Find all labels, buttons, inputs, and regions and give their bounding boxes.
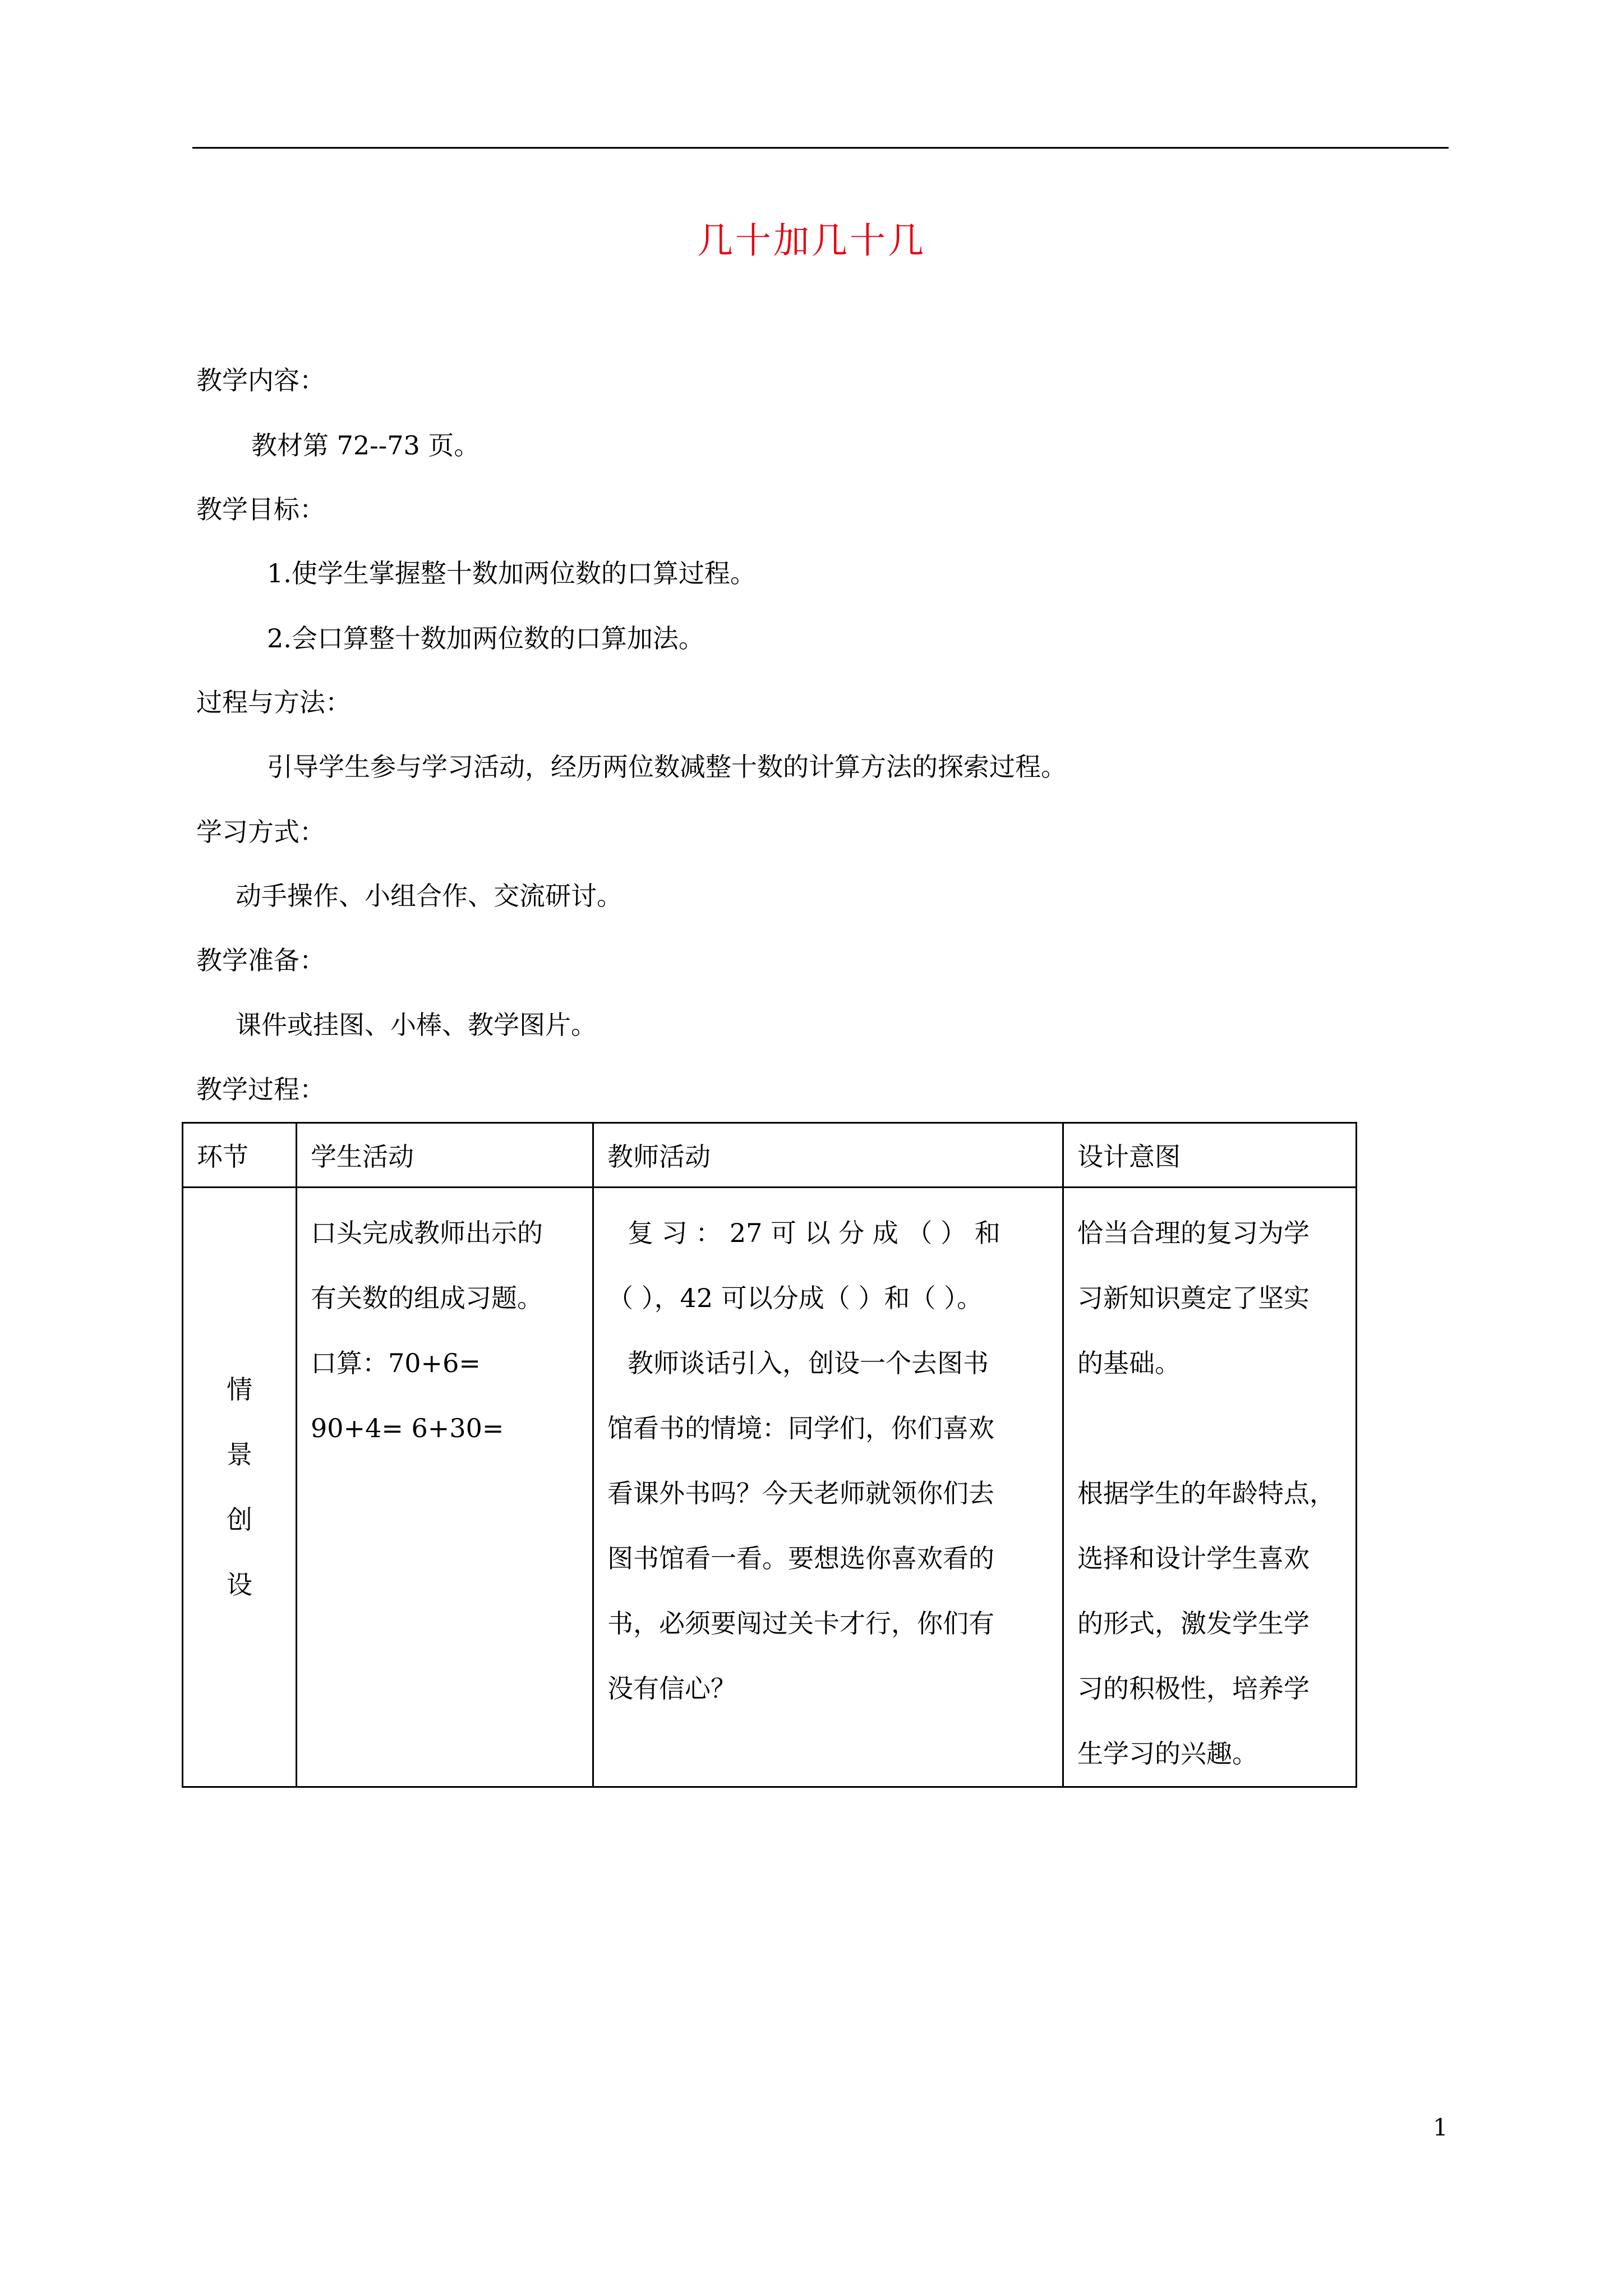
cell-line: 口算：70+6= [311,1348,481,1378]
teacher-activity-cell [593,1188,1063,1787]
page-number: 1 [1433,2114,1448,2141]
header-student-activity: 学生活动 [297,1123,593,1188]
cell-line: 没有信心？ [607,1673,736,1704]
header-rule [192,147,1449,149]
cell-line: 的基础。 [1077,1348,1181,1378]
cell-line: 书，必须要闯过关卡才行，你们有 [607,1608,994,1639]
cell-line: 恰当合理的复习为学 [1077,1218,1310,1248]
section-heading-objectives: 教学目标： [196,494,325,524]
stage-char: 创 [227,1504,252,1535]
cell-line: 生学习的兴趣。 [1077,1738,1258,1769]
cell-line [1077,1396,1342,1461]
teaching-process-table [182,1122,1357,1788]
cell-line: 教师谈话引入，创设一个去图书 [628,1348,989,1378]
cell-line: 的形式，激发学生学 [1077,1608,1310,1639]
cell-line: 复 习 ： 27 可 以 分 成 （ ） 和 [628,1218,1000,1248]
section-line: 1.使学生掌握整十数加两位数的口算过程。 [267,558,756,588]
cell-line: 图书馆看一看。要想选你喜欢看的 [607,1543,994,1573]
section-line: 引导学生参与学习活动，经历两位数减整十数的计算方法的探索过程。 [267,752,1067,782]
section-heading-learning-style: 学习方式： [196,817,325,847]
student-activity-cell [297,1188,593,1787]
cell-line: 选择和设计学生喜欢 [1077,1543,1310,1573]
cell-line: 习新知识奠定了坚实 [1077,1283,1310,1313]
table-row [183,1188,1357,1787]
stage-char: 情 [227,1374,252,1405]
stage-char: 设 [227,1570,252,1600]
cell-line: 习的积极性，培养学 [1077,1673,1310,1704]
cell-line: 有关数的组成习题。 [311,1283,543,1313]
cell-line: 口头完成教师出示的 [311,1218,543,1248]
stage-char: 景 [227,1439,252,1470]
section-heading-method: 过程与方法： [196,687,351,717]
design-intent-cell [1063,1188,1357,1787]
header-design-intent: 设计意图 [1063,1123,1357,1188]
section-line: 2.会口算整十数加两位数的口算加法。 [267,623,704,654]
document-title: 几十加几十几 [697,220,926,262]
cell-line: 90+4= 6+30= [311,1413,504,1443]
table-header-row [183,1123,1357,1188]
section-heading-process: 教学过程： [196,1074,325,1105]
cell-line: 根据学生的年龄特点， [1077,1478,1335,1508]
header-teacher-activity: 教师活动 [593,1123,1063,1188]
cell-line: 看课外书吗？今天老师就领你们去 [607,1478,994,1508]
cell-line: 馆看书的情境：同学们，你们喜欢 [607,1413,994,1443]
section-line: 教材第 72--73 页。 [251,430,480,461]
cell-line: （ ），42 可以分成（ ）和（ ）。 [607,1283,983,1313]
stage-cell [183,1188,297,1787]
section-heading-content: 教学内容： [196,365,325,395]
section-line: 课件或挂图、小棒、教学图片。 [236,1010,597,1040]
header-stage: 环节 [183,1123,297,1188]
section-heading-preparation: 教学准备： [196,945,325,976]
section-line: 动手操作、小组合作、交流研讨。 [236,881,623,911]
